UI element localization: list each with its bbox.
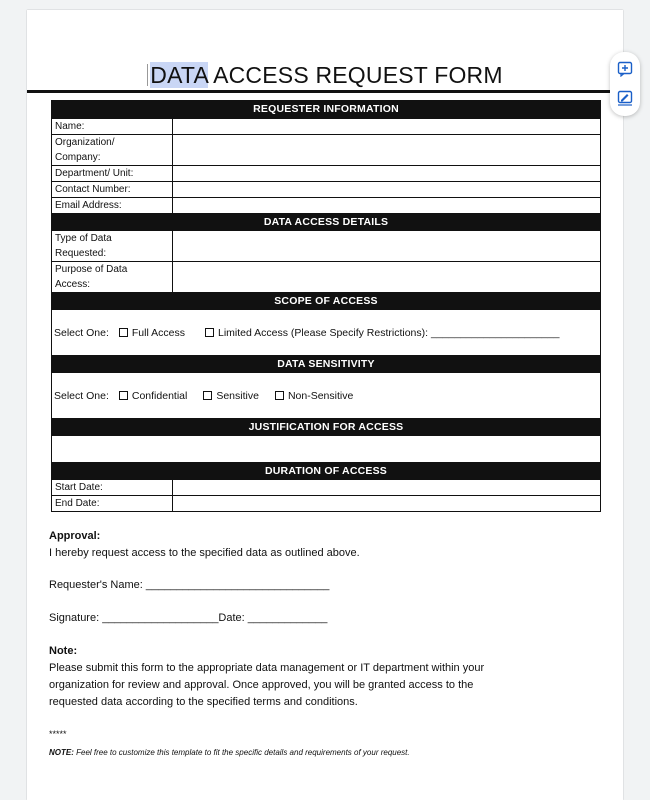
signature-line: Signature: ___________________Date: _____________: [49, 612, 328, 624]
fine-note: [49, 744, 589, 761]
field-name-value[interactable]: [173, 119, 600, 134]
field-contact-row: [52, 181, 600, 197]
field-organization-value[interactable]: [173, 135, 600, 165]
field-end-label: End Date:: [52, 496, 173, 511]
stars-line: *****: [49, 729, 67, 739]
limited-access-checkbox[interactable]: [205, 328, 214, 337]
approval-section: [49, 528, 589, 562]
note-heading: Note:: [49, 645, 78, 657]
note-section: [49, 643, 589, 711]
form-table: [51, 100, 601, 512]
field-department-value[interactable]: [173, 166, 600, 181]
field-email-label: Email Address:: [52, 198, 173, 213]
title-rule: [27, 90, 623, 93]
section-scope-header: SCOPE OF ACCESS: [52, 292, 600, 310]
field-type-label: Type of Data Requested:: [52, 231, 173, 261]
suggest-edit-icon[interactable]: [617, 90, 633, 106]
confidential-label: Confidential: [131, 389, 188, 402]
field-organization-row: [52, 134, 600, 165]
field-department-label: Department/ Unit:: [52, 166, 173, 181]
limited-access-label: Limited Access (Please Specify Restrictions): ______________________: [217, 326, 560, 339]
justification-field[interactable]: [52, 436, 600, 462]
full-access-checkbox[interactable]: [119, 328, 128, 337]
title-rest[interactable]: ACCESS REQUEST FORM: [207, 62, 503, 88]
sensitive-checkbox[interactable]: [203, 391, 212, 400]
field-type-value[interactable]: [173, 231, 600, 261]
add-comment-icon[interactable]: [617, 61, 633, 77]
title-selected-text[interactable]: DATA: [150, 62, 208, 88]
field-start-value[interactable]: [173, 480, 600, 495]
section-sensitivity-header: DATA SENSITIVITY: [52, 355, 600, 373]
sensitive-label: Sensitive: [216, 389, 259, 402]
document-page: [27, 10, 623, 800]
full-access-label: Full Access: [131, 326, 185, 339]
confidential-checkbox[interactable]: [119, 391, 128, 400]
sensitivity-prompt: Select One:: [54, 389, 109, 402]
note-text-2: organization for review and approval. Once approved, you will be granted access to the: [49, 679, 474, 691]
field-contact-label: Contact Number:: [52, 182, 173, 197]
field-end-value[interactable]: [173, 496, 600, 511]
field-type-row: [52, 231, 600, 261]
approval-heading: Approval:: [49, 530, 101, 542]
note-text-3: requested data according to the specified terms and conditions.: [49, 696, 358, 708]
field-name-label: Name:: [52, 119, 173, 134]
scope-prompt: Select One:: [54, 326, 109, 339]
scope-options: [52, 310, 600, 355]
form-title: [27, 62, 623, 89]
field-name-row: [52, 118, 600, 134]
approval-text: I hereby request access to the specified data as outlined above.: [49, 547, 360, 559]
requester-name-line: Requester's Name: ______________________________: [49, 579, 330, 591]
field-contact-value[interactable]: [173, 182, 600, 197]
fine-note-text: Feel free to customize this template to fit the specific details and requirements of your request.: [73, 748, 410, 757]
section-duration-header: DURATION OF ACCESS: [52, 462, 600, 480]
non-sensitive-label: Non-Sensitive: [287, 389, 354, 402]
fine-note-label: NOTE:: [49, 748, 74, 757]
section-details-header: DATA ACCESS DETAILS: [52, 213, 600, 231]
field-purpose-value[interactable]: [173, 262, 600, 292]
field-email-row: [52, 197, 600, 213]
field-purpose-label: Purpose of Data Access:: [52, 262, 173, 292]
field-purpose-row: [52, 261, 600, 292]
text-cursor: [147, 64, 148, 86]
section-requester-header: REQUESTER INFORMATION: [52, 100, 600, 118]
note-text-1: Please submit this form to the appropriate data management or IT department within your: [49, 662, 485, 674]
field-start-label: Start Date:: [52, 480, 173, 495]
sensitivity-options: [52, 373, 600, 418]
floating-toolbar: [610, 52, 640, 116]
field-end-row: [52, 495, 600, 511]
section-justification-header: JUSTIFICATION FOR ACCESS: [52, 418, 600, 436]
non-sensitive-checkbox[interactable]: [275, 391, 284, 400]
field-start-row: [52, 480, 600, 495]
field-department-row: [52, 165, 600, 181]
field-email-value[interactable]: [173, 198, 600, 213]
field-organization-label: Organization/ Company:: [52, 135, 173, 165]
